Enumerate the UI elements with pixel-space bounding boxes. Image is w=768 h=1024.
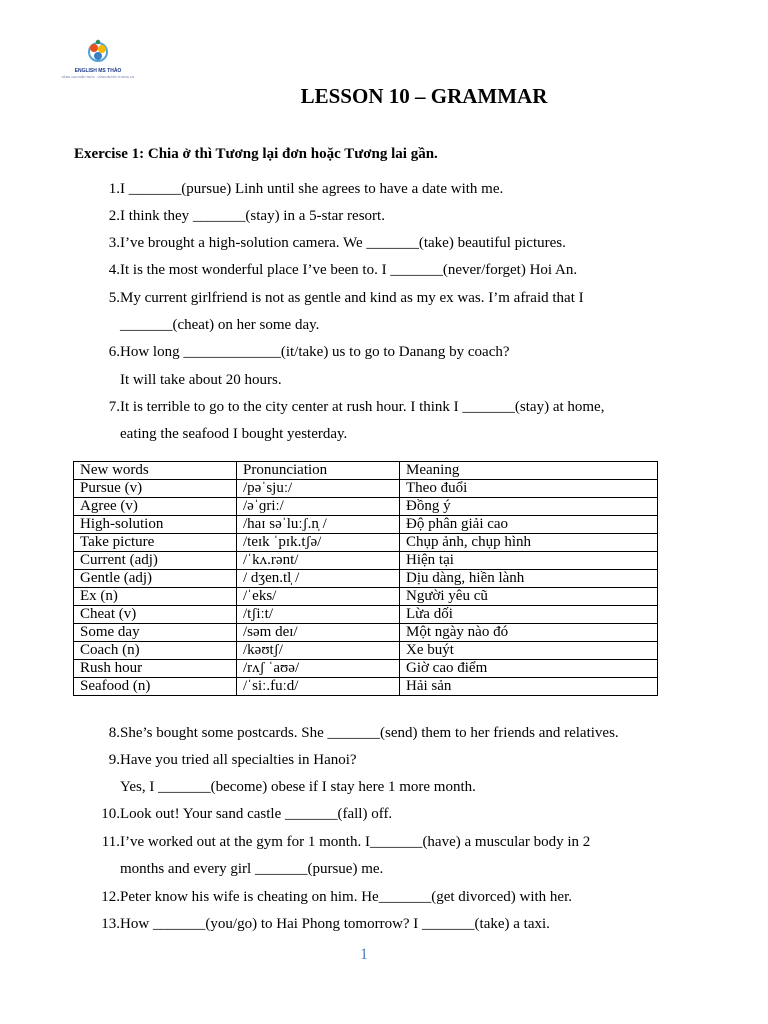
page-title: LESSON 10 – GRAMMAR: [300, 84, 548, 108]
item-text: I think they _______(stay) in a 5-star resort.: [120, 208, 385, 224]
pronunciation-cell: /səm deɪ/: [237, 624, 400, 642]
item-text: Have you tried all specialties in Hanoi?: [120, 752, 357, 768]
item-number: 2.: [108, 208, 120, 224]
list-item: [88, 176, 504, 203]
list-item: [88, 720, 619, 747]
word-cell: Coach (n): [74, 642, 237, 660]
word-cell: Gentle (adj): [74, 570, 237, 588]
word-cell: Cheat (v): [74, 606, 237, 624]
pronunciation-cell: /teɪk ˈpɪk.tʃə/: [237, 534, 400, 552]
meaning-cell: Hiện tại: [400, 552, 658, 570]
item-text: It is terrible to go to the city center at rush hour. I think I _______(stay) at home,: [120, 399, 605, 415]
item-number: 11.: [101, 834, 120, 850]
meaning-cell: Chụp ảnh, chụp hình: [400, 534, 658, 552]
list-item: [88, 285, 584, 312]
pronunciation-cell: /rʌʃ ˈaʊə/: [237, 660, 400, 678]
pronunciation-cell: /kəʊtʃ/: [237, 642, 400, 660]
list-item: [88, 339, 510, 366]
column-header: Pronunciation: [237, 462, 400, 480]
item-continuation: _______(cheat) on her some day.: [120, 317, 320, 333]
item-text: I’ve worked out at the gym for 1 month. I_______(have) a muscular body in 2: [120, 834, 591, 850]
item-text: I _______(pursue) Linh until she agrees to have a date with me.: [120, 181, 504, 197]
item-number: 12.: [101, 889, 120, 905]
vocabulary-table: [73, 461, 658, 696]
word-cell: Current (adj): [74, 552, 237, 570]
list-item: [88, 801, 393, 828]
column-header: New words: [74, 462, 237, 480]
exercise-title: Exercise 1: Chia ở thì Tương lại đơn hoặc Tương lai gần.: [74, 146, 438, 162]
word-cell: Agree (v): [74, 498, 237, 516]
pronunciation-cell: /ˈsiː.fuːd/: [237, 678, 400, 696]
table-row: [74, 534, 658, 552]
word-cell: Pursue (v): [74, 480, 237, 498]
item-text: My current girlfriend is not as gentle and kind as my ex was. I’m afraid that I: [120, 290, 584, 306]
item-number: 7.: [108, 399, 120, 415]
list-item: [88, 884, 572, 911]
logo: [58, 38, 138, 82]
list-item: [88, 829, 591, 856]
meaning-cell: Theo đuổi: [400, 480, 658, 498]
table-row: [74, 624, 658, 642]
item-continuation: eating the seafood I bought yesterday.: [120, 426, 348, 442]
item-continuation: It will take about 20 hours.: [120, 372, 282, 388]
table-row: [74, 570, 658, 588]
item-text: I’ve brought a high-solution camera. We _______(take) beautiful pictures.: [120, 235, 566, 251]
item-continuation: months and every girl _______(pursue) me.: [120, 861, 384, 877]
list-item: [88, 257, 578, 284]
list-item: [88, 747, 357, 774]
item-number: 9.: [108, 752, 120, 768]
item-number: 13.: [101, 916, 120, 932]
list-item: [88, 230, 566, 257]
table-row: [74, 552, 658, 570]
meaning-cell: Đồng ý: [400, 498, 658, 516]
meaning-cell: Xe buýt: [400, 642, 658, 660]
pronunciation-cell: /tʃiːt/: [237, 606, 400, 624]
table-header-row: [74, 462, 658, 480]
item-text: How long _____________(it/take) us to go to Danang by coach?: [120, 344, 510, 360]
list-item: [88, 203, 385, 230]
table-row: [74, 642, 658, 660]
item-text: It is the most wonderful place I’ve been to. I _______(never/forget) Hoi An.: [120, 262, 578, 278]
table-row: [74, 660, 658, 678]
word-cell: Take picture: [74, 534, 237, 552]
item-number: 10.: [101, 806, 120, 822]
pronunciation-cell: /əˈɡriː/: [237, 498, 400, 516]
item-number: 5.: [108, 290, 120, 306]
meaning-cell: Lừa dối: [400, 606, 658, 624]
item-text: Peter know his wife is cheating on him. He_______(get divorced) with her.: [120, 889, 572, 905]
meaning-cell: Độ phân giải cao: [400, 516, 658, 534]
item-text: How _______(you/go) to Hai Phong tomorrow? I _______(take) a taxi.: [120, 916, 550, 932]
pronunciation-cell: /ˈkʌ.rənt/: [237, 552, 400, 570]
table-row: [74, 498, 658, 516]
item-continuation: Yes, I _______(become) obese if I stay here 1 more month.: [120, 779, 476, 795]
item-number: 6.: [108, 344, 120, 360]
item-text: She’s bought some postcards. She _______(send) them to her friends and relatives.: [120, 725, 619, 741]
pronunciation-cell: /pəˈsjuː/: [237, 480, 400, 498]
list-item: [88, 394, 605, 421]
word-cell: Seafood (n): [74, 678, 237, 696]
word-cell: Some day: [74, 624, 237, 642]
pronunciation-cell: /haɪ səˈluːʃ.n̩ /: [237, 516, 400, 534]
pronunciation-cell: /ˈeks/: [237, 588, 400, 606]
table-row: [74, 480, 658, 498]
table-row: [74, 678, 658, 696]
item-number: 8.: [108, 725, 120, 741]
item-text: Look out! Your sand castle _______(fall) off.: [120, 806, 393, 822]
word-cell: Ex (n): [74, 588, 237, 606]
pronunciation-cell: / dʒen.tl̩ /: [237, 570, 400, 588]
table-row: [74, 606, 658, 624]
column-header: Meaning: [400, 462, 658, 480]
meaning-cell: Giờ cao điểm: [400, 660, 658, 678]
item-number: 1.: [108, 181, 120, 197]
word-cell: Rush hour: [74, 660, 237, 678]
meaning-cell: Hải sản: [400, 678, 658, 696]
table-row: [74, 588, 658, 606]
table-row: [74, 516, 658, 534]
logo-name: ENGLISH MS THẢO: [74, 68, 122, 74]
logo-icon: [84, 38, 112, 66]
item-number: 4.: [108, 262, 120, 278]
list-item: [88, 911, 550, 938]
word-cell: High-solution: [74, 516, 237, 534]
meaning-cell: Dịu dàng, hiền lành: [400, 570, 658, 588]
page-number: 1: [360, 946, 368, 963]
meaning-cell: Người yêu cũ: [400, 588, 658, 606]
logo-tagline: NÂNG CAO KIẾN THỨC - VỮNG BƯỚC TƯƠNG LAI: [61, 75, 135, 79]
item-number: 3.: [108, 235, 120, 251]
meaning-cell: Một ngày nào đó: [400, 624, 658, 642]
